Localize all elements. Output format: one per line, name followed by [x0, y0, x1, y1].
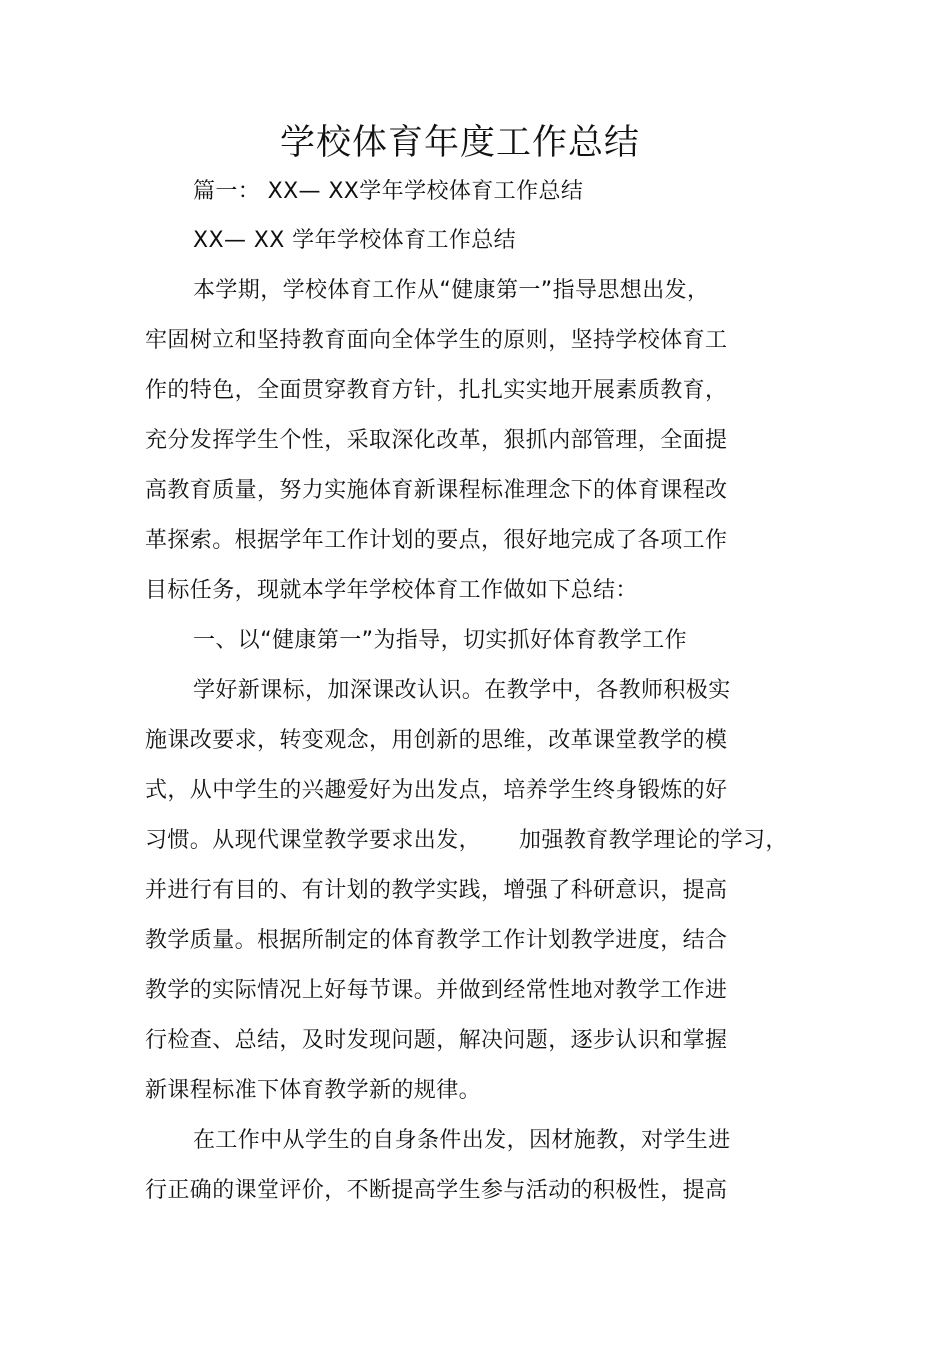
- paragraph-line: 式，从中学生的兴趣爱好为出发点，培养学生终身锻炼的好: [145, 778, 728, 803]
- paragraph-line: 行检查、总结，及时发现问题，解决问题，逐步认识和掌握: [145, 1028, 728, 1053]
- paragraph-line: 新课程标准下体育教学新的规律。: [145, 1078, 482, 1103]
- paragraph-line: 行正确的课堂评价，不断提高学生参与活动的积极性，提高: [145, 1178, 728, 1203]
- paragraph-line: 革探索。根据学年工作计划的要点，很好地完成了各项工作: [145, 528, 728, 553]
- paragraph-line-part: 习惯。从现代课堂教学要求出发，: [145, 828, 482, 853]
- paragraph-line: 目标任务，现就本学年学校体育工作做如下总结：: [145, 578, 638, 603]
- paragraph-line: 作的特色，全面贯穿教育方针，扎扎实实地开展素质教育，: [145, 378, 728, 403]
- section-heading-1: 篇一： XX— XX学年学校体育工作总结: [193, 179, 584, 204]
- document-title: 学校体育年度工作总结: [279, 123, 640, 163]
- paragraph-line: 教学的实际情况上好每节课。并做到经常性地对教学工作进: [145, 978, 728, 1003]
- subheading: XX— XX 学年学校体育工作总结: [193, 228, 517, 253]
- paragraph-line: 施课改要求，转变观念，用创新的思维，改革课堂教学的模: [145, 728, 728, 753]
- paragraph-line: 牢固树立和坚持教育面向全体学生的原则，坚持学校体育工: [145, 328, 728, 353]
- paragraph-line: 学好新课标，加深课改认识。在教学中，各教师积极实: [193, 678, 731, 703]
- paragraph-line: 本学期，学校体育工作从“健康第一”指导思想出发，: [193, 278, 710, 303]
- paragraph-line: [145, 825, 788, 857]
- paragraph-line: 在工作中从学生的自身条件出发，因材施教，对学生进: [193, 1128, 731, 1153]
- paragraph-line: 并进行有目的、有计划的教学实践，增强了科研意识，提高: [145, 878, 728, 903]
- section-heading-2: 一、以“健康第一”为指导，切实抓好体育教学工作: [193, 628, 687, 653]
- paragraph-line: 教学质量。根据所制定的体育教学工作计划教学进度，结合: [145, 928, 728, 953]
- paragraph-line: 充分发挥学生个性，采取深化改革，狠抓内部管理，全面提: [145, 428, 728, 453]
- paragraph-line: 高教育质量，努力实施体育新课程标准理念下的体育课程改: [145, 478, 728, 503]
- paragraph-line-part: 加强教育教学理论的学习，: [519, 828, 788, 853]
